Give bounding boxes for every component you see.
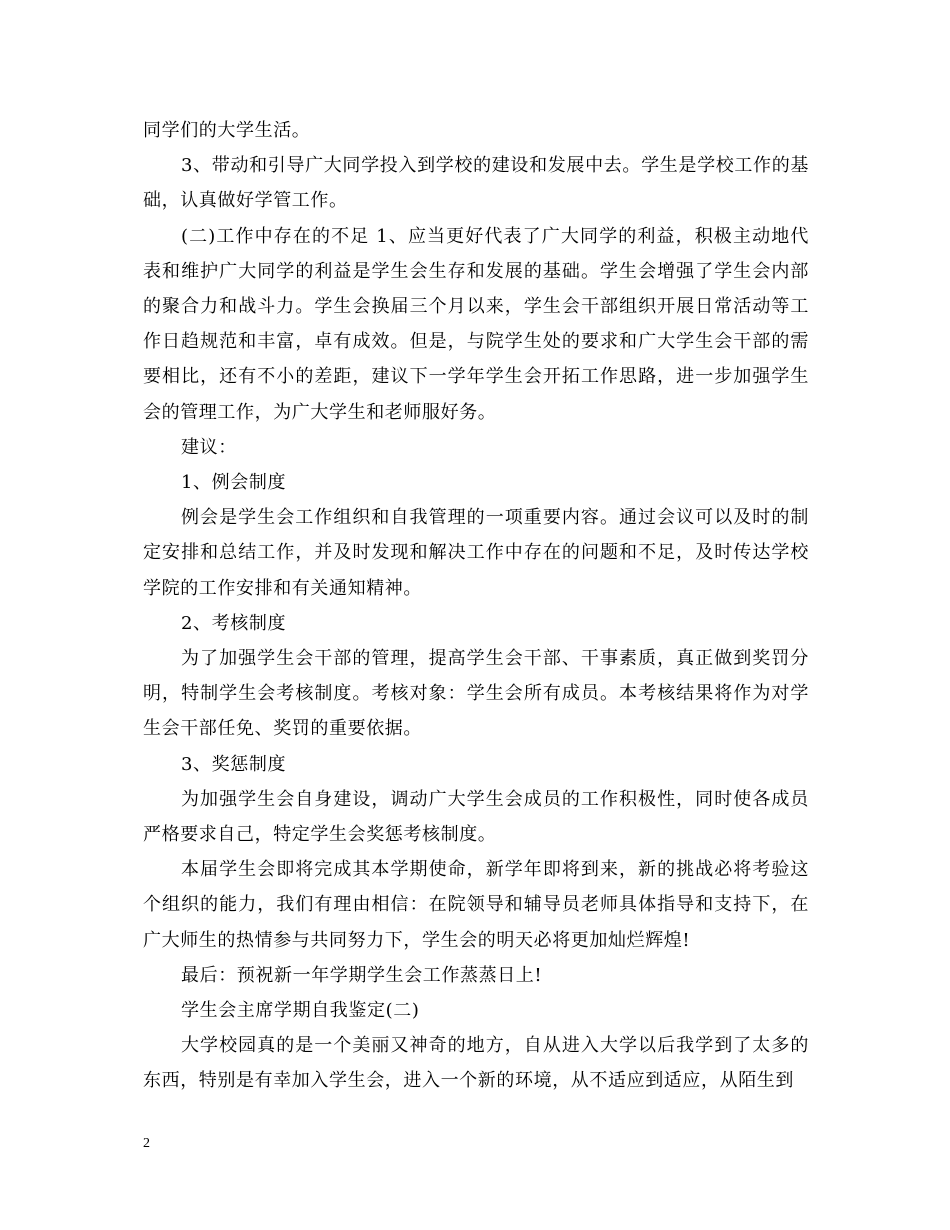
paragraph-11: 本届学生会即将完成其本学期使命，新学年即将到来，新的挑战必将考验这个组织的能力，我们有理由相信：在院领导和辅导员老师具体指导和支持下，在广大师生的热情参与共同努力下，学生会的明天必将更加灿烂辉煌! bbox=[143, 859, 809, 951]
paragraph-10: 为加强学生会自身建设，调动广大学生会成员的工作积极性，同时使各成员严格要求自己，特定学生会奖惩考核制度。 bbox=[143, 788, 809, 846]
paragraph-14: 大学校园真的是一个美丽又神奇的地方，自从进入大学以后我学到了太多的东西，特别是有幸加入学生会，进入一个新的环境，从不适应到适应，从陌生到 bbox=[143, 1035, 809, 1092]
page-number: 2 bbox=[143, 1136, 150, 1151]
paragraph-9: 3、奖惩制度 bbox=[181, 753, 287, 775]
paragraph-13: 学生会主席学期自我鉴定(二) bbox=[181, 1000, 420, 1022]
paragraph-3: (二)工作中存在的不足 1、应当更好代表了广大同学的利益，积极主动地代表和维护广大同学的利益是学生会生存和发展的基础。学生会增强了学生会内部的聚合力和战斗力。学生会换届三个月以来，学生会干部组织开展日常活动等工作日趋规范和丰富，卓有成效。但是，与院学生处的要求和广大学生会干部的需要相比，还有不小的差距，建议下一学年学生会开拓工作思路，进一步加强学生会的管理工作，为广大学生和老师服好务。 bbox=[143, 225, 809, 423]
paragraph-12: 最后：预祝新一年学期学生会工作蒸蒸日上! bbox=[181, 964, 543, 986]
paragraph-6: 例会是学生会工作组织和自我管理的一项重要内容。通过会议可以及时的制定安排和总结工作，并及时发现和解决工作中存在的问题和不足，及时传达学校学院的工作安排和有关通知精神。 bbox=[143, 507, 809, 599]
paragraph-5: 1、例会制度 bbox=[181, 472, 287, 494]
paragraph-8: 为了加强学生会干部的管理，提高学生会干部、干事素质，真正做到奖罚分明，特制学生会考核制度。考核对象：学生会所有成员。本考核结果将作为对学生会干部任免、奖罚的重要依据。 bbox=[143, 648, 809, 740]
paragraph-4: 建议： bbox=[181, 436, 237, 458]
document-body bbox=[143, 113, 809, 1099]
paragraph-1: 同学们的大学生活。 bbox=[143, 120, 311, 141]
paragraph-2: 3、带动和引导广大同学投入到学校的建设和发展中去。学生是学校工作的基础，认真做好学管工作。 bbox=[143, 155, 809, 212]
paragraph-7: 2、考核制度 bbox=[181, 612, 287, 634]
